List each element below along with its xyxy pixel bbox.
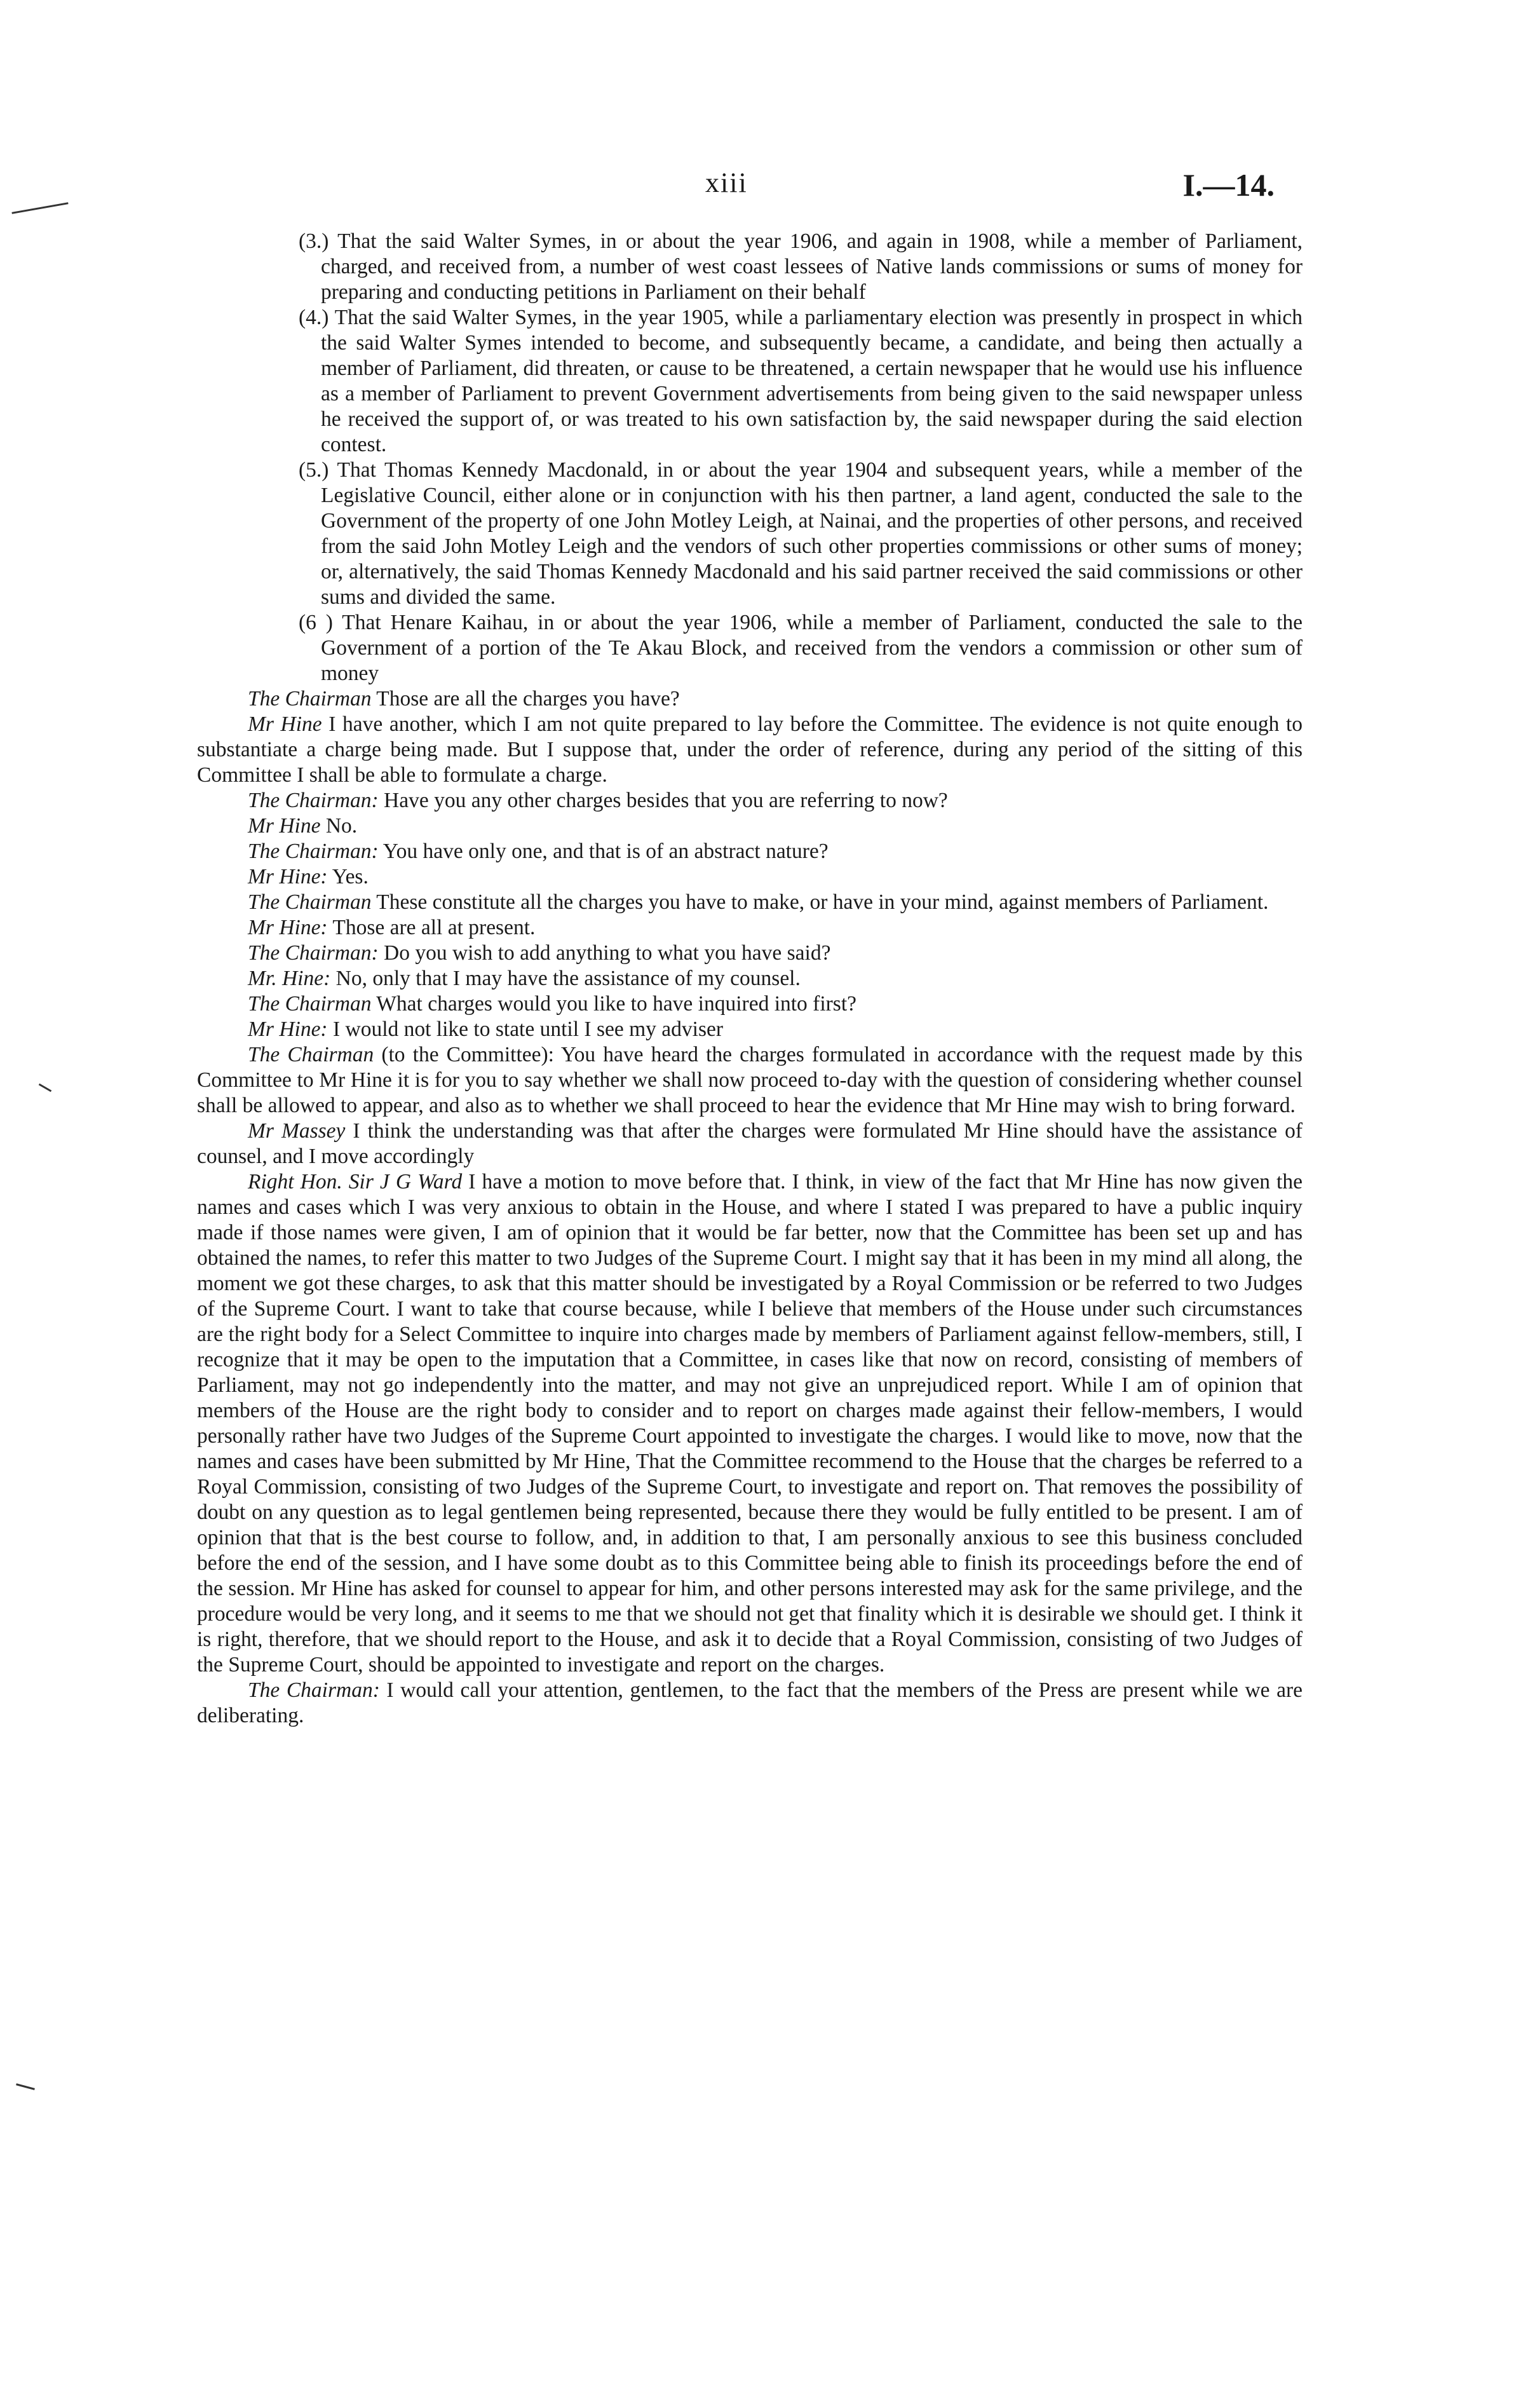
- speech-text: Yes.: [327, 865, 369, 888]
- speaker-name: Mr Hine: [248, 814, 321, 838]
- charge-item: [197, 458, 1303, 610]
- margin-marks: [0, 0, 102, 2408]
- transcript-paragraph: [197, 1042, 1303, 1119]
- transcript-paragraph: [197, 1169, 1303, 1678]
- transcript-paragraph: [197, 1119, 1303, 1169]
- transcript-paragraph: [197, 991, 1303, 1017]
- speech-text: Those are all the charges you have?: [371, 687, 680, 711]
- transcript-paragraph: [197, 788, 1303, 813]
- speaker-name: The Chairman:: [248, 1678, 380, 1702]
- speaker-name: Mr Hine:: [248, 865, 328, 888]
- speech-text: What charges would you like to have inquired into first?: [371, 992, 857, 1016]
- charge-number: (4.): [299, 306, 329, 329]
- speaker-name: The Chairman: [248, 1043, 374, 1066]
- transcript-paragraph: [197, 864, 1303, 890]
- speech-text: I would not like to state until I see my adviser: [327, 1017, 724, 1041]
- speaker-name: Mr Hine:: [248, 916, 328, 939]
- transcript-paragraph: [197, 712, 1303, 788]
- speaker-name: The Chairman:: [248, 840, 379, 863]
- charge-text: (4.) That the said Walter Symes, in the year 1905, while a parliamentary election was presently in prospect in which the said Walter Symes intended to become, and subsequently became, a candidate, and being then actually a member of Parliament, did threaten, or cause to be threatened, a certain newspaper that he would use his influence as a member of Parliament to prevent Government advertisements from being given to the said newspaper unless he received the support of, or was treated to his own satisfaction by, the said newspaper during the said election contest.: [299, 306, 1303, 456]
- paper-reference: I.—14.: [1182, 167, 1275, 203]
- transcript-paragraph: [197, 813, 1303, 839]
- speech-text: I have another, which I am not quite prepared to lay before the Committee. The evidence is not quite enough to substantiate a charge being made. But I suppose that, under the order of reference, during any period of the sitting of this Committee I shall be able to formulate a charge.: [197, 712, 1303, 787]
- transcript-paragraph: [197, 1017, 1303, 1042]
- speaker-name: The Chairman:: [248, 789, 379, 812]
- transcript-paragraph: [197, 890, 1303, 915]
- speaker-name: The Chairman: [248, 687, 372, 711]
- document-body: [197, 229, 1303, 1729]
- charge-text: (3.) That the said Walter Symes, in or about the year 1906, and again in 1908, while a member of Parliament, charged, and received from, a number of west coast lessees of Native lands commissions or sums of money for preparing and conducting petitions in Parliament on their behalf: [299, 229, 1303, 304]
- charge-number: (5.): [299, 458, 329, 482]
- speaker-name: The Chairman: [248, 992, 372, 1016]
- speech-text: I have a motion to move before that. I think, in view of the fact that Mr Hine has now given the names and cases which I was very anxious to obtain in the House, and where I stated I was prepared to have a public inquiry made if those names were given, I am of opinion that it would be far better, now that the Committee has been set up and has obtained the names, to refer this matter to two Judges of the Supreme Court. I might say that it has been in my mind all along, the moment we got these charges, to ask that this matter should be investigated by a Royal Commission or be referred to two Judges of the Supreme Court. I want to take that course because, while I believe that members of the House under such circumstances are the right body for a Select Committee to inquire into charges made by members of Parliament against fellow-members, still, I recognize that it may be open to the imputation that a Committee, in cases like that now on record, consisting of members of Parliament, may not go independently into the matter, and may not give an unprejudiced report. While I am of opinion that members of the House are the right body to consider and to report on charges made against their fellow-members, I would personally rather have two Judges of the Supreme Court appointed to investigate the charges. I would like to move, now that the names and cases have been submitted by Mr Hine, That the Committee recommend to the House that the charges be referred to a Royal Commission, consisting of two Judges of the Supreme Court, to investigate and report on. That removes the possibility of doubt on any question as to legal gentlemen being represented, because there they would be fully entitled to be present. I am of opinion that that is the best course to follow, and, in addition to that, I am personally anxious to see this business concluded before the end of the session, and I have some doubt as to this Committee being able to finish its proceedings before the end of the session. Mr Hine has asked for counsel to appear for him, and other persons interested may ask for the same privilege, and the procedure would be very long, and it seems to me that we should not get that finality which it is desirable we should get. I think it is right, therefore, that we should report to the House, and ask it to decide that a Royal Commission, consisting of two Judges of the Supreme Court, should be appointed to investigate and report on the charges.: [197, 1170, 1303, 1677]
- speech-text: These constitute all the charges you have to make, or have in your mind, against members of Parliament.: [371, 890, 1269, 914]
- margin-scratch-mark: [39, 1084, 52, 1092]
- charge-item: [197, 229, 1303, 305]
- page-header: [0, 167, 1516, 211]
- speaker-name: Mr Hine:: [248, 1017, 328, 1041]
- speech-text: You have only one, and that is of an abstract nature?: [378, 840, 829, 863]
- speech-text: Do you wish to add anything to what you have said?: [378, 941, 831, 965]
- charges-list: [197, 229, 1303, 686]
- page-number: xiii: [705, 167, 748, 198]
- speaker-name: Mr Massey: [248, 1119, 346, 1143]
- speaker-name: Right Hon. Sir J G Ward: [248, 1170, 463, 1194]
- charge-text: (6 ) That Henare Kaihau, in or about the year 1906, while a member of Parliament, conducted the sale to the Government of a portion of the Te Akau Block, and received from the vendors a commission or other sum of money: [299, 611, 1303, 685]
- transcript-paragraph: [197, 839, 1303, 864]
- charge-text: (5.) That Thomas Kennedy Macdonald, in or about the year 1904 and subsequent years, while a member of the Legislative Council, either alone or in conjunction with his then partner, a land agent, conducted the sale to the Government of the property of one John Motley Leigh, at Nainai, and the properties of other persons, and received from the said John Motley Leigh and the vendors of such other properties commissions or other sums of money; or, alternatively, the said Thomas Kennedy Macdonald and his said partner received the said commissions or other sums and divided the same.: [299, 458, 1303, 609]
- speech-text: Those are all at present.: [327, 916, 536, 939]
- transcript-paragraph: [197, 915, 1303, 941]
- speaker-name: Mr. Hine:: [248, 967, 331, 990]
- transcript-paragraph: [197, 941, 1303, 966]
- transcript-paragraph: [197, 966, 1303, 991]
- transcript-paragraph: [197, 1678, 1303, 1729]
- charge-number: (3.): [299, 229, 329, 253]
- speech-text: No, only that I may have the assistance of my counsel.: [330, 967, 801, 990]
- speaker-name: The Chairman: [248, 890, 372, 914]
- transcript-paragraph: [197, 686, 1303, 712]
- speech-text: I think the understanding was that after the charges were formulated Mr Hine should have the assistance of counsel, and I move accordingly: [197, 1119, 1303, 1168]
- speech-text: (to the Committee): You have heard the charges formulated in accordance with the request made by this Committee to Mr Hine it is for you to say whether we shall now proceed to-day with the question of considering whether counsel shall be allowed to appear, and also as to whether we shall proceed to hear the evidence that Mr Hine may wish to bring forward.: [197, 1043, 1303, 1117]
- charge-item: [197, 610, 1303, 686]
- speech-text: Have you any other charges besides that you are referring to now?: [378, 789, 948, 812]
- charge-number: (6 ): [299, 611, 333, 634]
- speech-text: I would call your attention, gentlemen, to the fact that the members of the Press are present while we are deliberating.: [197, 1678, 1303, 1727]
- margin-scratch-mark: [16, 2083, 35, 2090]
- speaker-name: Mr Hine: [248, 712, 322, 736]
- speech-text: No.: [320, 814, 358, 838]
- charge-item: [197, 305, 1303, 458]
- speaker-name: The Chairman:: [248, 941, 379, 965]
